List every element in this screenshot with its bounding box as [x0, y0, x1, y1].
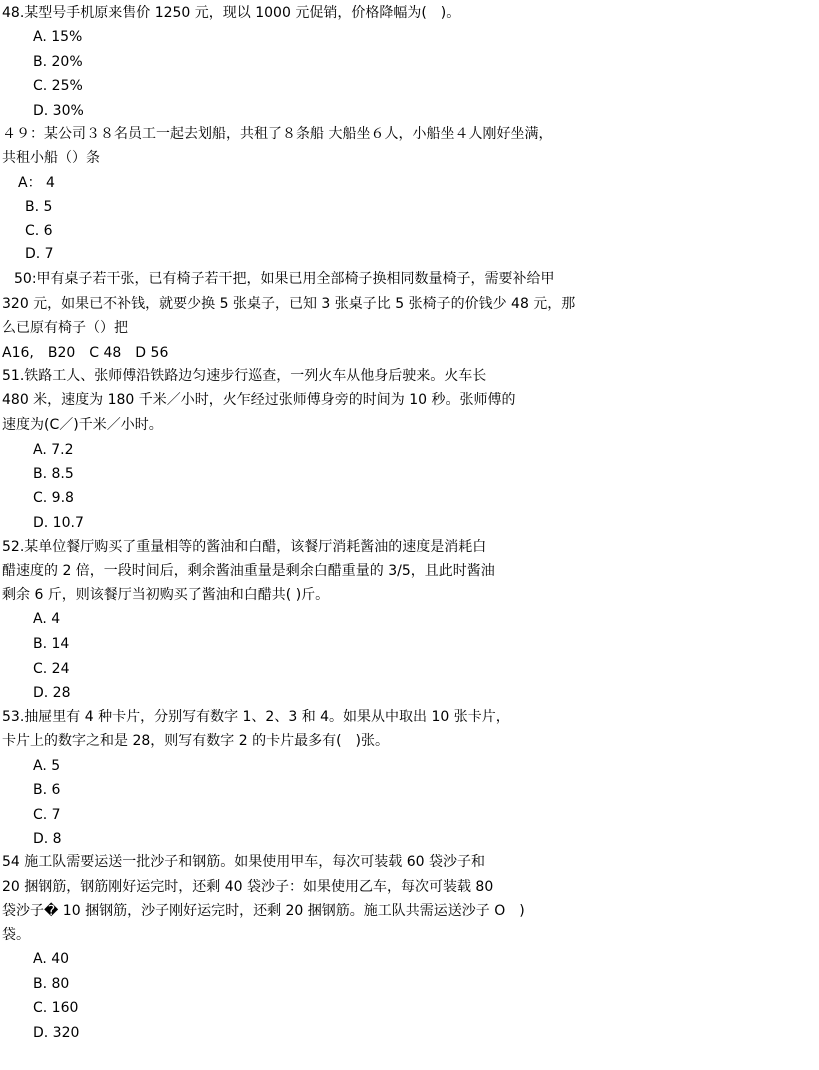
question-51-option-a: A. 7.2	[33, 442, 74, 458]
question-51-line-2: 480 米，速度为 180 千米／小时，火乍经过张师傅身旁的时间为 10 秒。张师傅的	[2, 392, 516, 408]
question-52-option-c: C. 24	[33, 661, 70, 677]
question-48-line-1: 48.某型号手机原来售价 1250 元，现以 1000 元促销，价格降幅为( )。	[2, 5, 461, 21]
question-53-option-c: C. 7	[33, 807, 61, 823]
question-49-line-2: 共租小船（）条	[2, 150, 100, 166]
question-49-option-a: A： 4	[18, 175, 55, 191]
question-50-line-2: 320 元，如果已不补钱，就要少换 5 张桌子，已知 3 张桌子比 5 张椅子的价钱少 48 元，那	[2, 296, 576, 312]
question-53-option-d: D. 8	[33, 831, 62, 847]
question-49-option-c: C. 6	[25, 223, 53, 239]
question-52-option-a: A. 4	[33, 611, 61, 627]
question-52-line-3: 剩余 6 斤，则该餐厅当初购买了酱油和白醋共( )斤。	[2, 587, 330, 603]
question-54-option-d: D. 320	[33, 1025, 80, 1041]
question-50-answers: A16, B20 C 48 D 56	[2, 345, 169, 361]
question-48-option-d: D. 30%	[33, 103, 84, 119]
question-54-line-1: 54 施工队需要运送一批沙子和钢筋。如果使用甲车，每次可装载 60 袋沙子和	[2, 854, 485, 870]
question-52-line-1: 52.某单位餐厅购买了重量相等的酱油和白醋，该餐厅消耗酱油的速度是消耗白	[2, 539, 487, 555]
question-53-line-2: 卡片上的数字之和是 28，则写有数字 2 的卡片最多有( )张。	[2, 733, 389, 749]
question-51-option-d: D. 10.7	[33, 515, 84, 531]
question-51-option-c: C. 9.8	[33, 490, 74, 506]
question-51-line-3: 速度为(C／)千米／小时。	[2, 417, 163, 433]
question-51-option-b: B. 8.5	[33, 466, 74, 482]
question-50-line-1: 50:甲有桌子若干张，已有椅子若干把，如果已用全部椅子换相同数量椅子，需要补给甲	[14, 271, 555, 287]
question-53-option-b: B. 6	[33, 782, 61, 798]
question-53-line-1: 53.抽屉里有 4 种卡片，分别写有数字 1、2、3 和 4。如果从中取出 10 张卡片，	[2, 709, 510, 725]
question-49-option-d: D. 7	[25, 246, 54, 262]
question-54-line-3: 袋沙子� 10 捆钢筋，沙子刚好运完时，还剩 20 捆钢筋。施工队共需运送沙子 O )	[2, 903, 525, 919]
question-51-line-1: 51.铁路工人、张师傅沿铁路边匀速步行巡查，一列火车从他身后驶来。火车长	[2, 368, 487, 384]
question-48-option-b: B. 20%	[33, 54, 83, 70]
question-52-line-2: 醋速度的 2 倍，一段时间后，剩余酱油重量是剩余白醋重量的 3/5，且此时酱油	[2, 563, 495, 579]
question-48-option-a: A. 15%	[33, 29, 83, 45]
question-54-line-4: 袋。	[2, 927, 30, 943]
question-54-line-2: 20 捆钢筋，钢筋刚好运完时，还剩 40 袋沙子：如果使用乙车，每次可装载 80	[2, 879, 494, 895]
question-50-line-3: 么已原有椅子（）把	[2, 320, 128, 336]
question-54-option-c: C. 160	[33, 1000, 79, 1016]
question-52-option-d: D. 28	[33, 685, 71, 701]
question-53-option-a: A. 5	[33, 758, 61, 774]
question-49-option-b: B. 5	[25, 199, 53, 215]
question-52-option-b: B. 14	[33, 636, 70, 652]
question-54-option-b: B. 80	[33, 976, 70, 992]
question-48-option-c: C. 25%	[33, 78, 83, 94]
question-49-line-1: ４９：某公司３８名员工一起去划船，共租了８条船 大船坐６人，小船坐４人刚好坐满，	[2, 126, 553, 142]
question-54-option-a: A. 40	[33, 951, 70, 967]
